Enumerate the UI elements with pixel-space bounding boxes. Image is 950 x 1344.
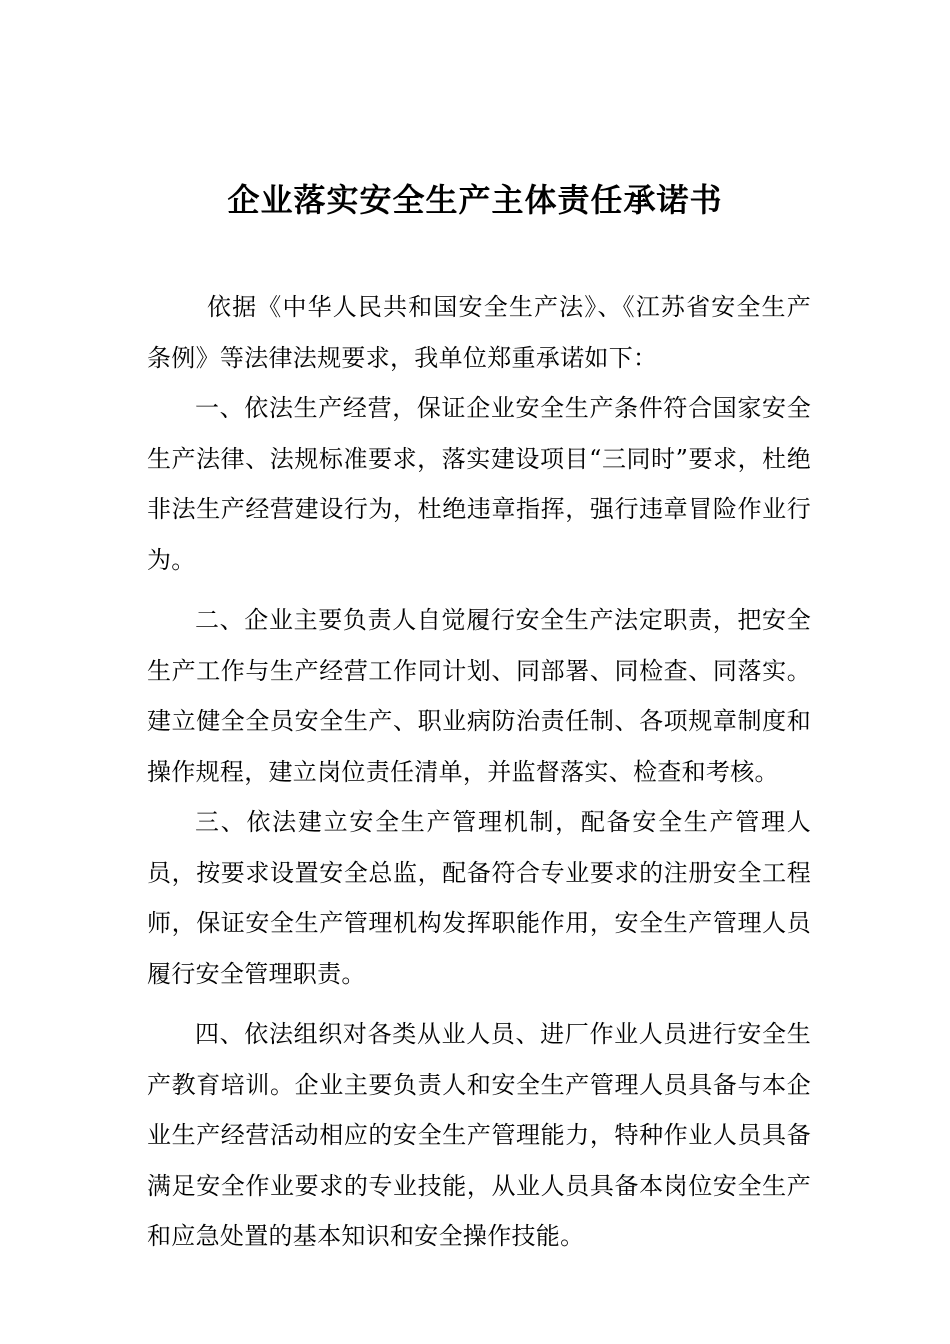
document-title: 企业落实安全生产主体责任承诺书 — [227, 181, 723, 219]
document-body — [147, 282, 811, 1262]
clause-3-paragraph: 三、依法建立安全生产管理机制，配备安全生产管理人员，按要求设置安全总监，配备符合专业要求的注册安全工程师，保证安全生产管理机构发挥职能作用，安全生产管理人员履行安全管理职责。 — [147, 808, 811, 988]
clause-4-paragraph: 四、依法组织对各类从业人员、进厂作业人员进行安全生产教育培训。企业主要负责人和安全生产管理人员具备与本企业生产经营活动相应的安全生产管理能力，特种作业人员具备满足安全作业要求的专业技能，从业人员具备本岗位安全生产和应急处置的基本知识和安全操作技能。 — [147, 1020, 811, 1250]
clause-2-paragraph: 二、企业主要负责人自觉履行安全生产法定职责，把安全生产工作与生产经营工作同计划、同部署、同检查、同落实。建立健全全员安全生产、职业病防治责任制、各项规章制度和操作规程，建立岗位责任清单，并监督落实、检查和考核。 — [147, 606, 811, 786]
clause-1-paragraph: 一、依法生产经营，保证企业安全生产条件符合国家安全生产法律、法规标准要求，落实建设项目“三同时”要求，杜绝非法生产经营建设行为，杜绝违章指挥，强行违章冒险作业行为。 — [147, 394, 811, 574]
intro-paragraph: 依据《中华人民共和国安全生产法》、《江苏省安全生产条例》等法律法规要求，我单位郑重承诺如下： — [147, 293, 811, 372]
